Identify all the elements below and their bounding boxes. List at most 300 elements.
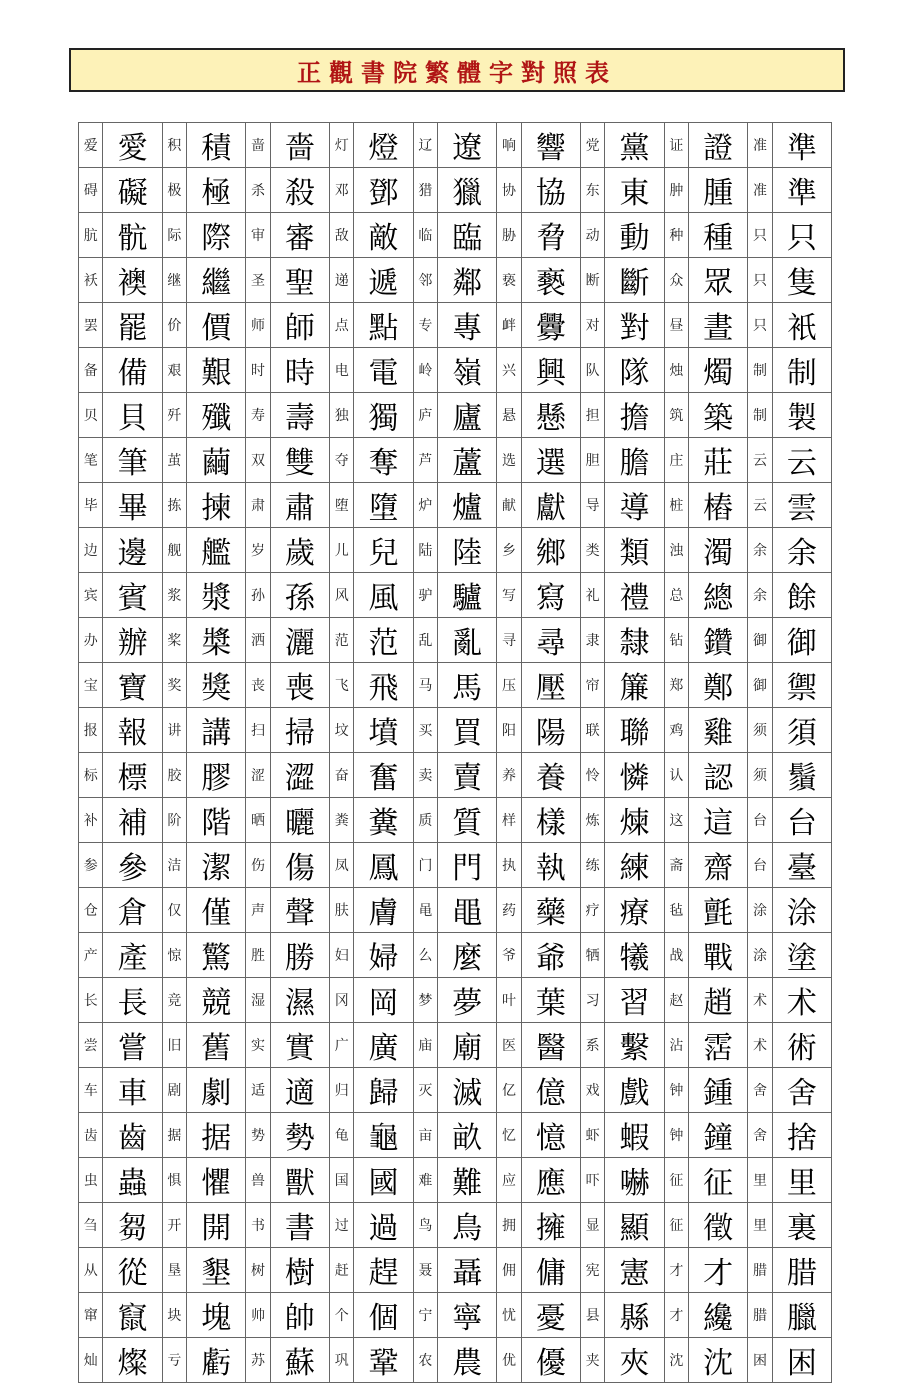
simplified-char-cell: 宪 [580,1248,604,1293]
traditional-char-cell: 繫 [605,1023,664,1068]
simplified-char-cell: 帘 [580,663,604,708]
traditional-char-cell: 際 [187,213,246,258]
table-row [79,1023,832,1068]
traditional-char-cell: 涂 [772,888,831,933]
simplified-char-cell: 御 [748,663,772,708]
traditional-char-cell: 婦 [354,933,413,978]
traditional-char-cell: 沈 [689,1338,748,1383]
traditional-char-cell: 飛 [354,663,413,708]
simplified-char-cell: 术 [748,978,772,1023]
simplified-char-cell: 胁 [497,213,521,258]
simplified-char-cell: 灭 [413,1068,437,1113]
traditional-char-cell: 縣 [605,1293,664,1338]
simplified-char-cell: 术 [748,1023,772,1068]
simplified-char-cell: 势 [246,1113,270,1158]
simplified-char-cell: 叶 [497,978,521,1023]
traditional-char-cell: 憶 [521,1113,580,1158]
simplified-char-cell: 块 [162,1293,186,1338]
simplified-char-cell: 云 [748,483,772,528]
traditional-char-cell: 膽 [605,438,664,483]
simplified-char-cell: 奋 [329,753,353,798]
traditional-char-cell: 糞 [354,798,413,843]
simplified-char-cell: 递 [329,258,353,303]
simplified-char-cell: 芦 [413,438,437,483]
simplified-char-cell: 肃 [246,483,270,528]
traditional-char-cell: 樹 [270,1248,329,1293]
simplified-char-cell: 对 [580,303,604,348]
simplified-char-cell: 虾 [580,1113,604,1158]
traditional-char-cell: 鳳 [354,843,413,888]
simplified-char-cell: 余 [748,573,772,618]
simplified-char-cell: 歼 [162,393,186,438]
traditional-char-cell: 墮 [354,483,413,528]
traditional-char-cell: 畢 [103,483,162,528]
traditional-char-cell: 證 [689,123,748,168]
table-row [79,888,832,933]
traditional-char-cell: 鑽 [689,618,748,663]
traditional-char-cell: 塗 [772,933,831,978]
traditional-char-cell: 繼 [187,258,246,303]
simplified-char-cell: 忧 [497,1293,521,1338]
traditional-char-cell: 顯 [605,1203,664,1248]
simplified-char-cell: 优 [497,1338,521,1383]
simplified-char-cell: 虫 [79,1158,103,1203]
traditional-char-cell: 尋 [521,618,580,663]
traditional-char-cell: 類 [605,528,664,573]
simplified-char-cell: 响 [497,123,521,168]
table-row [79,438,832,483]
traditional-char-cell: 燈 [354,123,413,168]
traditional-char-cell: 擔 [605,393,664,438]
simplified-char-cell: 茧 [162,438,186,483]
traditional-char-cell: 書 [270,1203,329,1248]
simplified-char-cell: 衅 [497,303,521,348]
traditional-char-cell: 蘇 [270,1338,329,1383]
simplified-char-cell: 征 [664,1203,688,1248]
simplified-char-cell: 儿 [329,528,353,573]
simplified-char-cell: 积 [162,123,186,168]
simplified-char-cell: 才 [664,1248,688,1293]
traditional-char-cell: 劇 [187,1068,246,1113]
simplified-char-cell: 筑 [664,393,688,438]
simplified-char-cell: 帅 [246,1293,270,1338]
table-row [79,1068,832,1113]
simplified-char-cell: 准 [748,168,772,213]
simplified-char-cell: 从 [79,1248,103,1293]
traditional-char-cell: 隸 [605,618,664,663]
simplified-char-cell: 风 [329,573,353,618]
traditional-char-cell: 据 [187,1113,246,1158]
simplified-char-cell: 药 [497,888,521,933]
simplified-char-cell: 黾 [413,888,437,933]
simplified-char-cell: 吓 [580,1158,604,1203]
traditional-char-cell: 亂 [438,618,497,663]
traditional-char-cell: 認 [689,753,748,798]
traditional-char-cell: 骯 [103,213,162,258]
traditional-char-cell: 餘 [772,573,831,618]
traditional-char-cell: 繭 [187,438,246,483]
simplified-char-cell: 庄 [664,438,688,483]
simplified-char-cell: 标 [79,753,103,798]
traditional-char-cell: 買 [438,708,497,753]
traditional-char-cell: 醫 [521,1023,580,1068]
traditional-char-cell: 審 [270,213,329,258]
traditional-char-cell: 療 [605,888,664,933]
table-row [79,1293,832,1338]
traditional-char-cell: 制 [772,348,831,393]
simplified-char-cell: 亿 [497,1068,521,1113]
simplified-char-cell: 据 [162,1113,186,1158]
traditional-char-cell: 趙 [689,978,748,1023]
simplified-char-cell: 价 [162,303,186,348]
table-row [79,708,832,753]
traditional-char-cell: 壓 [521,663,580,708]
traditional-char-cell: 爺 [521,933,580,978]
simplified-char-cell: 阳 [497,708,521,753]
simplified-char-cell: 袄 [79,258,103,303]
simplified-char-cell: 辽 [413,123,437,168]
simplified-char-cell: 县 [580,1293,604,1338]
traditional-char-cell: 殲 [187,393,246,438]
traditional-char-cell: 遞 [354,258,413,303]
traditional-char-cell: 台 [772,798,831,843]
simplified-char-cell: 惊 [162,933,186,978]
traditional-char-cell: 階 [187,798,246,843]
traditional-char-cell: 開 [187,1203,246,1248]
traditional-char-cell: 難 [438,1158,497,1203]
table-row [79,348,832,393]
simplified-char-cell: 敌 [329,213,353,258]
simplified-char-cell: 妇 [329,933,353,978]
traditional-char-cell: 憲 [605,1248,664,1293]
traditional-char-cell: 寧 [438,1293,497,1338]
simplified-char-cell: 邻 [413,258,437,303]
traditional-char-cell: 里 [772,1158,831,1203]
simplified-char-cell: 极 [162,168,186,213]
traditional-char-cell: 聖 [270,258,329,303]
traditional-char-cell: 陽 [521,708,580,753]
simplified-char-cell: 担 [580,393,604,438]
traditional-char-cell: 范 [354,618,413,663]
simplified-char-cell: 湿 [246,978,270,1023]
traditional-char-cell: 黽 [438,888,497,933]
traditional-char-cell: 標 [103,753,162,798]
traditional-char-cell: 廬 [438,393,497,438]
table-row [79,1113,832,1158]
traditional-char-cell: 風 [354,573,413,618]
simplified-char-cell: 夹 [580,1338,604,1383]
traditional-char-cell: 芻 [103,1203,162,1248]
traditional-char-cell: 御 [772,618,831,663]
traditional-char-cell: 獨 [354,393,413,438]
simplified-char-cell: 补 [79,798,103,843]
simplified-char-cell: 肤 [329,888,353,933]
traditional-char-cell: 征 [689,1158,748,1203]
simplified-char-cell: 堕 [329,483,353,528]
simplified-char-cell: 钟 [664,1068,688,1113]
simplified-char-cell: 只 [748,258,772,303]
simplified-char-cell: 类 [580,528,604,573]
traditional-char-cell: 礙 [103,168,162,213]
traditional-char-cell: 須 [772,708,831,753]
traditional-char-cell: 極 [187,168,246,213]
simplified-char-cell: 征 [664,1158,688,1203]
simplified-char-cell: 写 [497,573,521,618]
traditional-char-cell: 犧 [605,933,664,978]
simplified-char-cell: 毕 [79,483,103,528]
traditional-char-cell: 電 [354,348,413,393]
simplified-char-cell: 腊 [748,1248,772,1293]
traditional-char-cell: 歸 [354,1068,413,1113]
traditional-char-cell: 塊 [187,1293,246,1338]
traditional-char-cell: 潔 [187,843,246,888]
traditional-char-cell: 虧 [187,1338,246,1383]
simplified-char-cell: 驴 [413,573,437,618]
traditional-char-cell: 濁 [689,528,748,573]
simplified-char-cell: 拣 [162,483,186,528]
simplified-char-cell: 鸡 [664,708,688,753]
traditional-char-cell: 寫 [521,573,580,618]
traditional-char-cell: 導 [605,483,664,528]
simplified-char-cell: 只 [748,213,772,258]
traditional-char-cell: 爐 [438,483,497,528]
traditional-char-cell: 氈 [689,888,748,933]
traditional-char-cell: 響 [521,123,580,168]
traditional-char-cell: 脅 [521,213,580,258]
simplified-char-cell: 众 [664,258,688,303]
traditional-char-cell: 價 [187,303,246,348]
simplified-char-cell: 才 [664,1293,688,1338]
simplified-char-cell: 党 [580,123,604,168]
traditional-char-cell: 蟲 [103,1158,162,1203]
traditional-char-cell: 斷 [605,258,664,303]
traditional-char-cell: 竄 [103,1293,162,1338]
table-row [79,168,832,213]
traditional-char-cell: 備 [103,348,162,393]
traditional-char-cell: 陸 [438,528,497,573]
simplified-char-cell: 啬 [246,123,270,168]
title-banner [69,48,845,92]
traditional-char-cell: 隊 [605,348,664,393]
traditional-char-cell: 嗇 [270,123,329,168]
simplified-char-cell: 爱 [79,123,103,168]
traditional-char-cell: 憐 [605,753,664,798]
simplified-char-cell: 肿 [664,168,688,213]
traditional-char-cell: 蝦 [605,1113,664,1158]
traditional-char-cell: 參 [103,843,162,888]
simplified-char-cell: 赶 [329,1248,353,1293]
simplified-char-cell: 亵 [497,258,521,303]
traditional-char-cell: 賣 [438,753,497,798]
traditional-char-cell: 腊 [772,1248,831,1293]
traditional-char-cell: 膠 [187,753,246,798]
simplified-char-cell: 炉 [413,483,437,528]
simplified-char-cell: 洁 [162,843,186,888]
table-row [79,123,832,168]
simplified-char-cell: 亩 [413,1113,437,1158]
simplified-char-cell: 悬 [497,393,521,438]
simplified-char-cell: 刍 [79,1203,103,1248]
traditional-char-cell: 燭 [689,348,748,393]
traditional-char-cell: 墾 [187,1248,246,1293]
simplified-char-cell: 选 [497,438,521,483]
simplified-char-cell: 岁 [246,528,270,573]
simplified-char-cell: 压 [497,663,521,708]
traditional-char-cell: 聶 [438,1248,497,1293]
simplified-char-cell: 丧 [246,663,270,708]
simplified-char-cell: 临 [413,213,437,258]
traditional-char-cell: 馬 [438,663,497,708]
traditional-char-cell: 師 [270,303,329,348]
simplified-char-cell: 继 [162,258,186,303]
simplified-char-cell: 专 [413,303,437,348]
simplified-char-cell: 艰 [162,348,186,393]
simplified-char-cell: 龟 [329,1113,353,1158]
simplified-char-cell: 鸟 [413,1203,437,1248]
simplified-char-cell: 亏 [162,1338,186,1383]
simplified-char-cell: 断 [580,258,604,303]
table-row [79,213,832,258]
traditional-char-cell: 燦 [103,1338,162,1383]
traditional-char-cell: 奪 [354,438,413,483]
traditional-char-cell: 灑 [270,618,329,663]
simplified-char-cell: 扫 [246,708,270,753]
simplified-char-cell: 垦 [162,1248,186,1293]
traditional-char-cell: 優 [521,1338,580,1383]
simplified-char-cell: 碍 [79,168,103,213]
traditional-char-cell: 質 [438,798,497,843]
traditional-char-cell: 夾 [605,1338,664,1383]
traditional-char-cell: 殺 [270,168,329,213]
simplified-char-cell: 惧 [162,1158,186,1203]
simplified-char-cell: 乡 [497,528,521,573]
traditional-char-cell: 煉 [605,798,664,843]
simplified-char-cell: 竞 [162,978,186,1023]
traditional-char-cell: 辦 [103,618,162,663]
traditional-char-cell: 產 [103,933,162,978]
traditional-char-cell: 衹 [772,303,831,348]
simplified-char-cell: 师 [246,303,270,348]
simplified-char-cell: 宾 [79,573,103,618]
table-row [79,843,832,888]
traditional-char-cell: 蘆 [438,438,497,483]
traditional-char-cell: 廟 [438,1023,497,1068]
simplified-char-cell: 宝 [79,663,103,708]
traditional-char-cell: 擁 [521,1203,580,1248]
simplified-char-cell: 贝 [79,393,103,438]
simplified-char-cell: 只 [748,303,772,348]
simplified-char-cell: 涂 [748,888,772,933]
traditional-char-cell: 纔 [689,1293,748,1338]
simplified-char-cell: 胶 [162,753,186,798]
simplified-char-cell: 长 [79,978,103,1023]
simplified-char-cell: 阶 [162,798,186,843]
simplified-char-cell: 练 [580,843,604,888]
traditional-char-cell: 嚇 [605,1158,664,1203]
simplified-char-cell: 沈 [664,1338,688,1383]
traditional-char-cell: 選 [521,438,580,483]
simplified-char-cell: 仓 [79,888,103,933]
traditional-char-cell: 畝 [438,1113,497,1158]
simplified-char-cell: 毡 [664,888,688,933]
traditional-char-cell: 傷 [270,843,329,888]
simplified-char-cell: 联 [580,708,604,753]
simplified-char-cell: 尝 [79,1023,103,1068]
simplified-char-cell: 忆 [497,1113,521,1158]
simplified-char-cell: 开 [162,1203,186,1248]
simplified-char-cell: 舍 [748,1068,772,1113]
traditional-char-cell: 濕 [270,978,329,1023]
simplified-char-cell: 浆 [162,573,186,618]
simplified-char-cell: 拥 [497,1203,521,1248]
traditional-char-cell: 困 [772,1338,831,1383]
simplified-char-cell: 战 [664,933,688,978]
simplified-char-cell: 执 [497,843,521,888]
traditional-char-cell: 筆 [103,438,162,483]
simplified-char-cell: 适 [246,1068,270,1113]
simplified-char-cell: 冈 [329,978,353,1023]
traditional-char-cell: 夢 [438,978,497,1023]
simplified-char-cell: 寻 [497,618,521,663]
table-row [79,528,832,573]
traditional-char-cell: 國 [354,1158,413,1203]
simplified-char-cell: 须 [748,753,772,798]
traditional-char-cell: 臺 [772,843,831,888]
simplified-char-cell: 圣 [246,258,270,303]
simplified-char-cell: 国 [329,1158,353,1203]
traditional-char-cell: 揀 [187,483,246,528]
simplified-char-cell: 认 [664,753,688,798]
traditional-char-cell: 槳 [187,618,246,663]
traditional-char-cell: 簾 [605,663,664,708]
character-comparison-table [78,122,832,1383]
simplified-char-cell: 钟 [664,1113,688,1158]
traditional-char-cell: 戲 [605,1068,664,1113]
traditional-char-cell: 戰 [689,933,748,978]
simplified-char-cell: 牺 [580,933,604,978]
simplified-char-cell: 备 [79,348,103,393]
simplified-char-cell: 农 [413,1338,437,1383]
simplified-char-cell: 钻 [664,618,688,663]
simplified-char-cell: 肮 [79,213,103,258]
traditional-char-cell: 聯 [605,708,664,753]
traditional-char-cell: 倉 [103,888,162,933]
simplified-char-cell: 齿 [79,1113,103,1158]
simplified-char-cell: 书 [246,1203,270,1248]
traditional-char-cell: 龜 [354,1113,413,1158]
simplified-char-cell: 产 [79,933,103,978]
traditional-char-cell: 種 [689,213,748,258]
traditional-char-cell: 莊 [689,438,748,483]
traditional-char-cell: 禦 [772,663,831,708]
simplified-char-cell: 台 [748,798,772,843]
simplified-char-cell: 洒 [246,618,270,663]
simplified-char-cell: 灯 [329,123,353,168]
traditional-char-cell: 動 [605,213,664,258]
traditional-char-cell: 徵 [689,1203,748,1248]
table-row [79,978,832,1023]
traditional-char-cell: 時 [270,348,329,393]
simplified-char-cell: 庙 [413,1023,437,1068]
simplified-char-cell: 系 [580,1023,604,1068]
traditional-char-cell: 臘 [772,1293,831,1338]
simplified-char-cell: 审 [246,213,270,258]
traditional-char-cell: 應 [521,1158,580,1203]
simplified-char-cell: 广 [329,1023,353,1068]
simplified-char-cell: 涩 [246,753,270,798]
traditional-char-cell: 鄰 [438,258,497,303]
simplified-char-cell: 乱 [413,618,437,663]
